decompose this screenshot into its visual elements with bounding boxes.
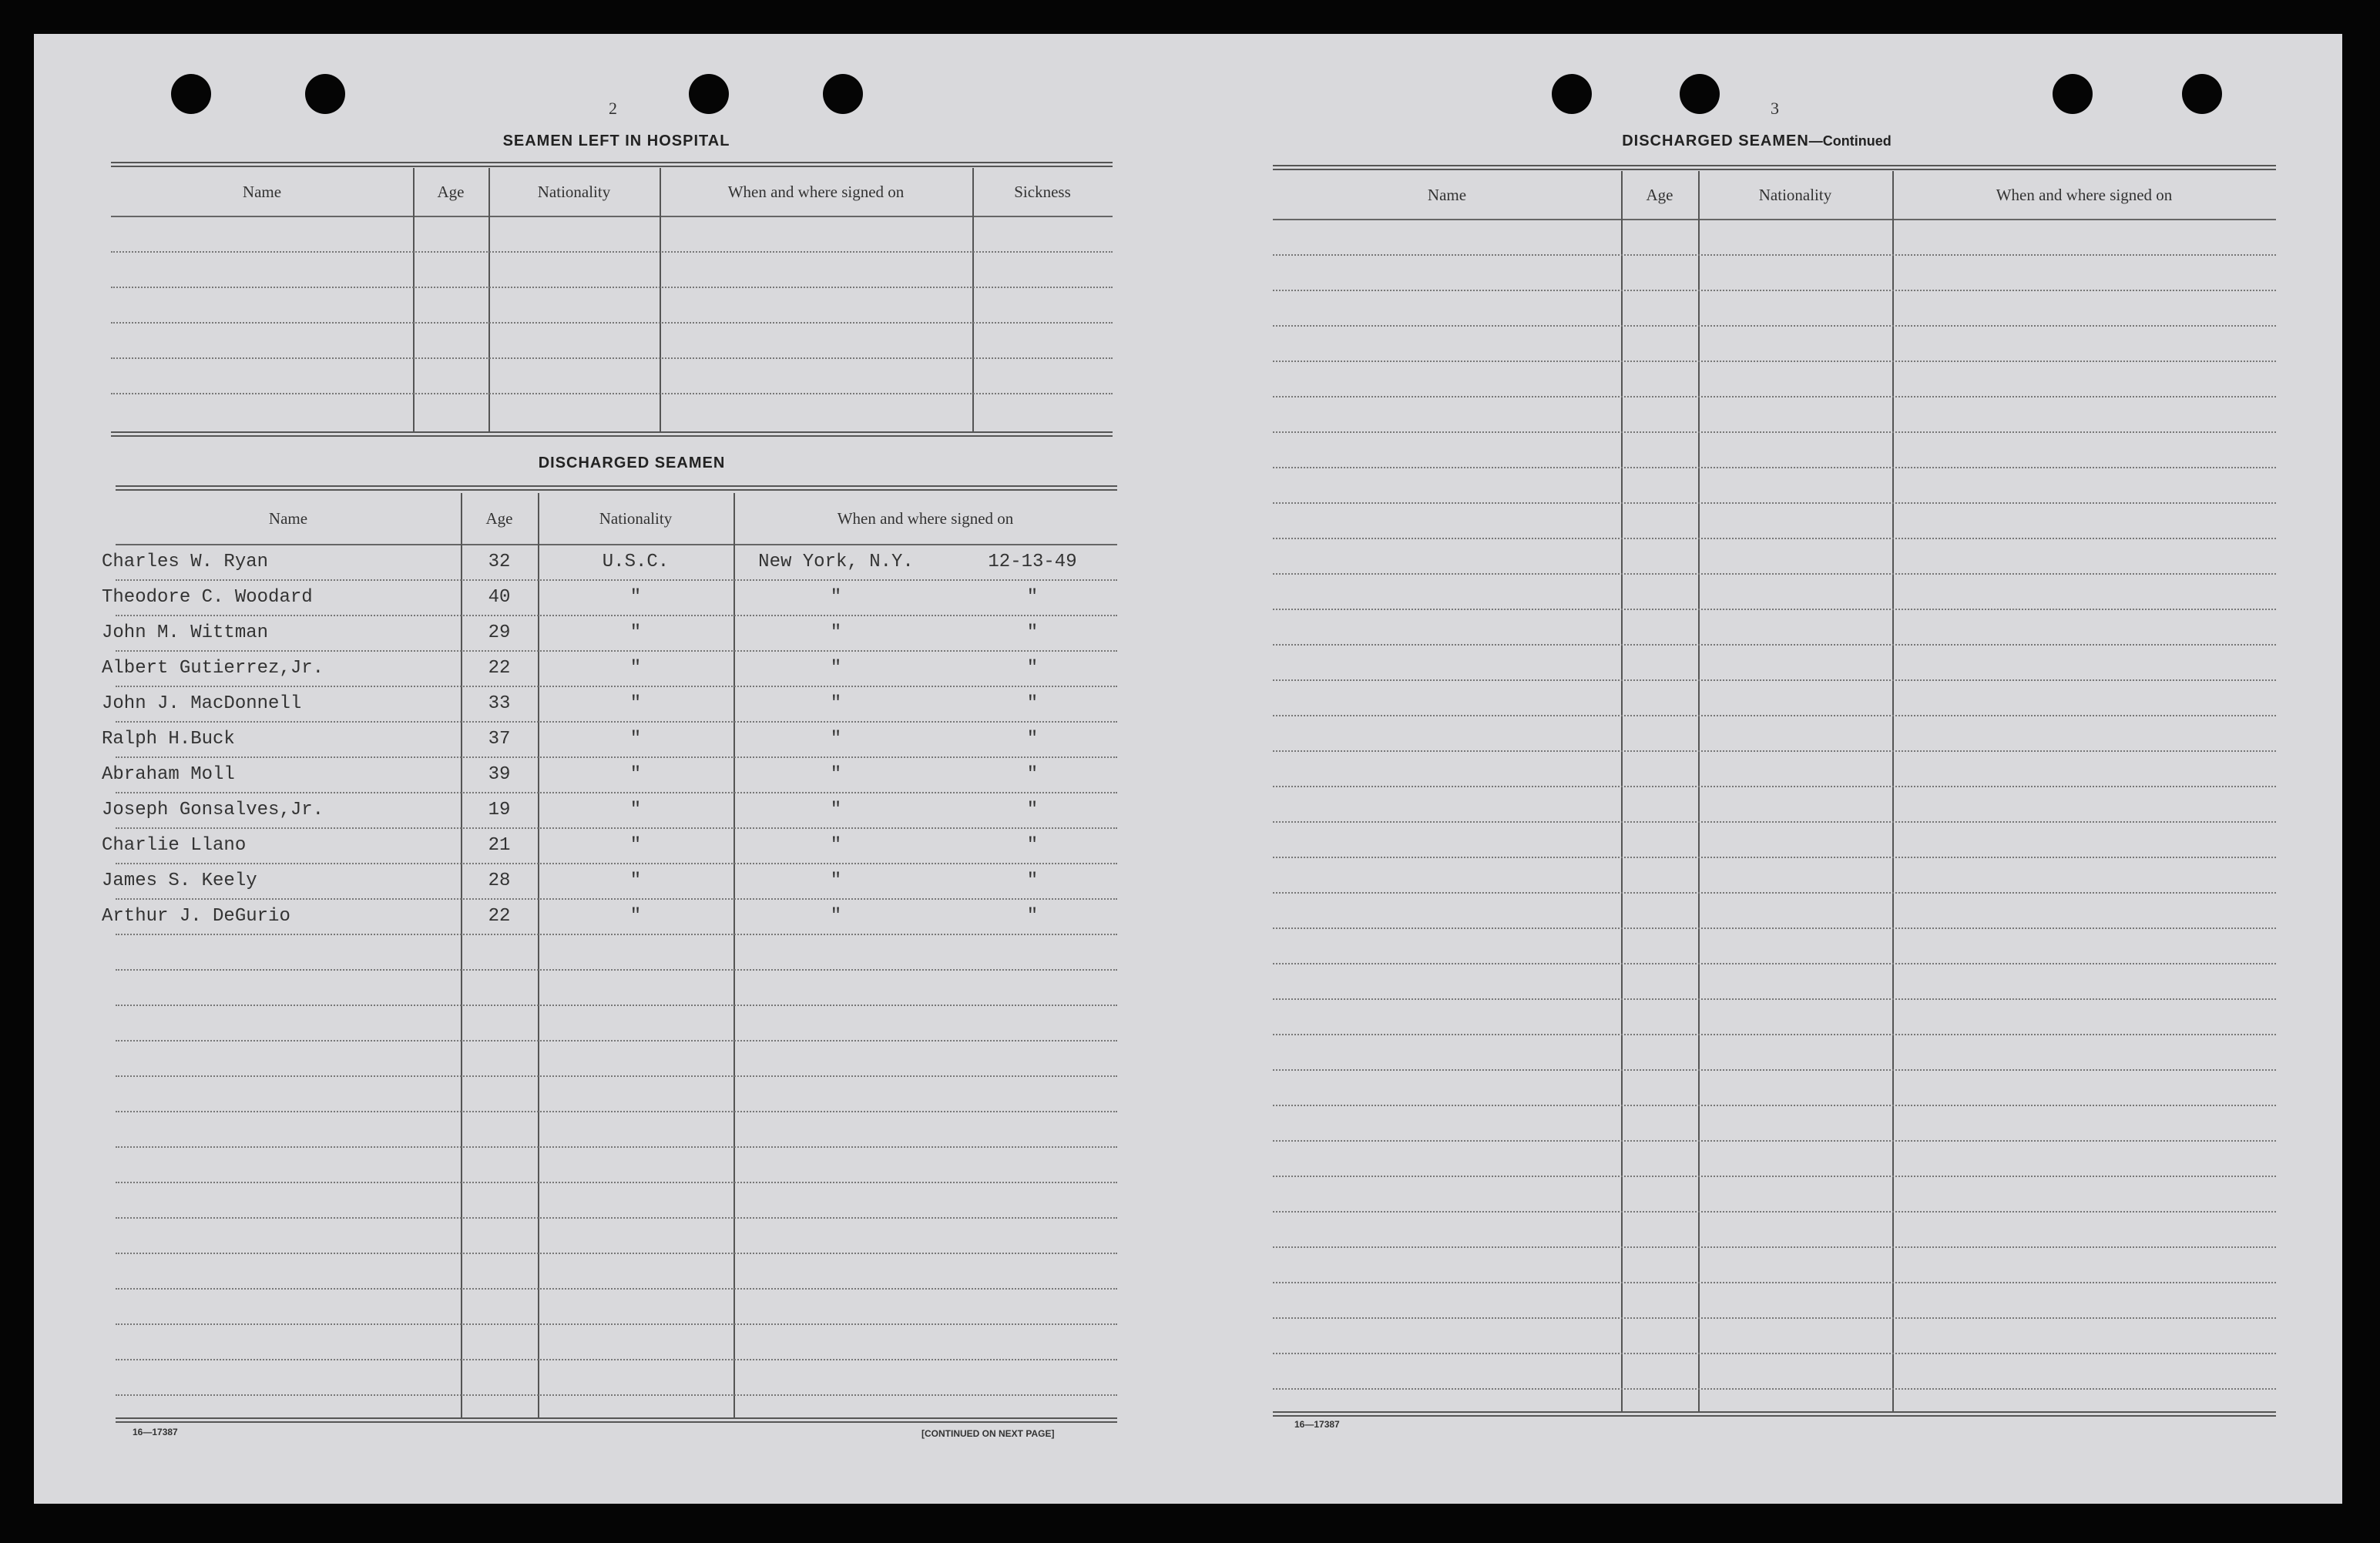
cell-name: John M. Wittman	[102, 622, 269, 643]
column-header-nationality: Nationality	[537, 182, 611, 201]
punch-hole	[2182, 74, 2222, 114]
cell-place: "	[830, 586, 842, 608]
row-line	[116, 1005, 1117, 1006]
table-row	[0, 792, 1156, 827]
punch-hole	[305, 74, 345, 114]
cell-date: "	[1026, 799, 1039, 820]
row-line	[1273, 609, 2276, 610]
row-line	[1273, 750, 2276, 752]
cell-age: 28	[488, 870, 511, 891]
row-line	[1273, 1353, 2276, 1354]
cell-name: Ralph H.Buck	[102, 728, 235, 750]
cell-date: "	[1026, 622, 1039, 643]
row-line	[1273, 573, 2276, 575]
row-line	[1273, 644, 2276, 646]
column-divider	[413, 168, 415, 431]
cell-nationality: "	[629, 905, 642, 927]
table-row	[0, 756, 1156, 792]
row-line	[1273, 431, 2276, 433]
row-line	[1273, 1034, 2276, 1035]
column-header-when-where: When and where signed on	[837, 508, 1014, 528]
row-line	[116, 1111, 1117, 1112]
row-line	[116, 1075, 1117, 1077]
page-number: 2	[609, 99, 617, 118]
column-divider	[488, 168, 490, 431]
table-row	[0, 544, 1156, 579]
cell-age: 21	[488, 834, 511, 856]
cell-date: "	[1026, 693, 1039, 714]
table-row	[0, 615, 1156, 650]
row-line	[1273, 538, 2276, 539]
row-line	[1273, 361, 2276, 362]
punch-hole	[1680, 74, 1720, 114]
header-row	[116, 493, 1117, 545]
form-number: 16—17387	[1294, 1419, 1340, 1430]
column-header-nationality: Nationality	[599, 508, 673, 528]
cell-name: Theodore C. Woodard	[102, 586, 313, 608]
row-line	[1273, 1211, 2276, 1213]
discharged-section-title: DISCHARGED SEAMEN	[538, 455, 726, 471]
row-line	[1273, 290, 2276, 291]
row-line	[1273, 467, 2276, 468]
column-header-age: Age	[437, 182, 465, 201]
continued-top-rule	[1273, 165, 2276, 170]
row-line	[1273, 679, 2276, 681]
cell-nationality: "	[629, 693, 642, 714]
row-line	[1273, 396, 2276, 397]
column-header-age: Age	[1646, 185, 1673, 204]
punch-hole	[689, 74, 729, 114]
row-line	[1273, 1105, 2276, 1106]
cell-age: 33	[488, 693, 511, 714]
row-line	[116, 1217, 1117, 1219]
cell-name: Charlie Llano	[102, 834, 247, 856]
row-line	[1273, 715, 2276, 716]
row-line	[1273, 963, 2276, 964]
row-line	[1273, 857, 2276, 858]
cell-name: Abraham Moll	[102, 763, 235, 785]
cell-place: "	[830, 905, 842, 927]
cell-place: "	[830, 763, 842, 785]
cell-nationality: "	[629, 622, 642, 643]
cell-nationality: "	[629, 728, 642, 750]
row-line	[111, 251, 1113, 253]
column-header-name: Name	[242, 182, 282, 201]
hospital-section-title: SEAMEN LEFT IN HOSPITAL	[502, 132, 730, 149]
cell-date: "	[1026, 728, 1039, 750]
row-line	[1273, 325, 2276, 327]
header-row	[111, 168, 1113, 217]
row-line	[1273, 1388, 2276, 1390]
punch-hole	[2053, 74, 2093, 114]
punch-hole	[1552, 74, 1592, 114]
cell-nationality: "	[629, 834, 642, 856]
cell-nationality: "	[629, 763, 642, 785]
column-header-nationality: Nationality	[1758, 185, 1832, 204]
column-header-when-where: When and where signed on	[1996, 185, 2173, 204]
table-bottom-rule	[116, 1417, 1117, 1423]
row-line	[116, 1253, 1117, 1254]
cell-nationality: "	[629, 586, 642, 608]
row-line	[111, 287, 1113, 288]
cell-nationality: "	[629, 799, 642, 820]
column-header-sickness: Sickness	[1014, 182, 1071, 201]
column-divider	[972, 168, 974, 431]
row-line	[116, 1182, 1117, 1183]
page-number: 3	[1771, 99, 1779, 118]
column-divider	[1621, 171, 1623, 1411]
cell-place: "	[830, 834, 842, 856]
hospital-top-rule	[111, 162, 1113, 167]
cell-place: New York, N.Y.	[758, 551, 914, 572]
table-row	[0, 579, 1156, 615]
cell-age: 37	[488, 728, 511, 750]
column-divider	[1698, 171, 1700, 1411]
table-row	[0, 650, 1156, 686]
row-line	[1273, 1282, 2276, 1283]
cell-place: "	[830, 622, 842, 643]
row-line	[1273, 892, 2276, 894]
cell-age: 39	[488, 763, 511, 785]
continued-note: [CONTINUED ON NEXT PAGE]	[921, 1428, 1055, 1439]
cell-date: "	[1026, 834, 1039, 856]
continued-suffix: —Continued	[1808, 133, 1892, 149]
cell-name: Joseph Gonsalves,Jr.	[102, 799, 324, 820]
table-row	[0, 721, 1156, 756]
column-header-name: Name	[268, 508, 308, 528]
row-line	[1273, 786, 2276, 787]
cell-age: 22	[488, 905, 511, 927]
continued-title-text: DISCHARGED SEAMEN	[1622, 132, 1809, 149]
row-line	[116, 1394, 1117, 1396]
cell-age: 19	[488, 799, 511, 820]
cell-name: James S. Keely	[102, 870, 257, 891]
cell-place: "	[830, 799, 842, 820]
row-line	[116, 969, 1117, 971]
row-line	[116, 1359, 1117, 1360]
column-divider	[660, 168, 661, 431]
row-line	[1273, 1246, 2276, 1248]
row-line	[1273, 1176, 2276, 1177]
cell-place: "	[830, 657, 842, 679]
cell-date: "	[1026, 905, 1039, 927]
table-bottom-rule	[111, 431, 1113, 437]
table-bottom-rule	[1273, 1411, 2276, 1417]
table-row	[0, 898, 1156, 934]
cell-date: 12-13-49	[988, 551, 1077, 572]
cell-nationality: "	[629, 870, 642, 891]
form-number: 16—17387	[133, 1427, 178, 1437]
row-line	[116, 1323, 1117, 1325]
cell-date: "	[1026, 657, 1039, 679]
cell-date: "	[1026, 763, 1039, 785]
punch-hole	[171, 74, 211, 114]
cell-name: Charles W. Ryan	[102, 551, 269, 572]
cell-name: John J. MacDonnell	[102, 693, 302, 714]
cell-date: "	[1026, 870, 1039, 891]
table-row	[0, 686, 1156, 721]
column-header-age: Age	[485, 508, 513, 528]
punch-hole	[823, 74, 863, 114]
cell-age: 40	[488, 586, 511, 608]
continued-section-title	[1541, 132, 1972, 150]
row-line	[1273, 821, 2276, 823]
cell-age: 32	[488, 551, 511, 572]
row-line	[111, 322, 1113, 324]
row-line	[1273, 998, 2276, 1000]
row-line	[1273, 502, 2276, 504]
column-divider	[1892, 171, 1894, 1411]
cell-age: 22	[488, 657, 511, 679]
cell-date: "	[1026, 586, 1039, 608]
cell-nationality: U.S.C.	[602, 551, 670, 572]
row-line	[1273, 1069, 2276, 1071]
row-line	[1273, 254, 2276, 256]
column-header-when-where: When and where signed on	[727, 182, 905, 201]
row-line	[1273, 927, 2276, 929]
row-line	[1273, 1140, 2276, 1142]
row-line	[111, 357, 1113, 359]
row-line	[111, 393, 1113, 394]
cell-place: "	[830, 693, 842, 714]
table-row	[0, 827, 1156, 863]
cell-place: "	[830, 870, 842, 891]
table-row	[0, 863, 1156, 898]
cell-name: Arthur J. DeGurio	[102, 905, 290, 927]
row-line	[116, 1288, 1117, 1290]
cell-age: 29	[488, 622, 511, 643]
row-line	[116, 1040, 1117, 1042]
row-line	[116, 934, 1117, 935]
row-line	[1273, 1317, 2276, 1319]
header-row	[1273, 171, 2276, 220]
column-header-name: Name	[1427, 185, 1467, 204]
cell-place: "	[830, 728, 842, 750]
row-line	[116, 1146, 1117, 1148]
cell-name: Albert Gutierrez,Jr.	[102, 657, 324, 679]
cell-nationality: "	[629, 657, 642, 679]
discharged-top-rule	[116, 485, 1117, 491]
